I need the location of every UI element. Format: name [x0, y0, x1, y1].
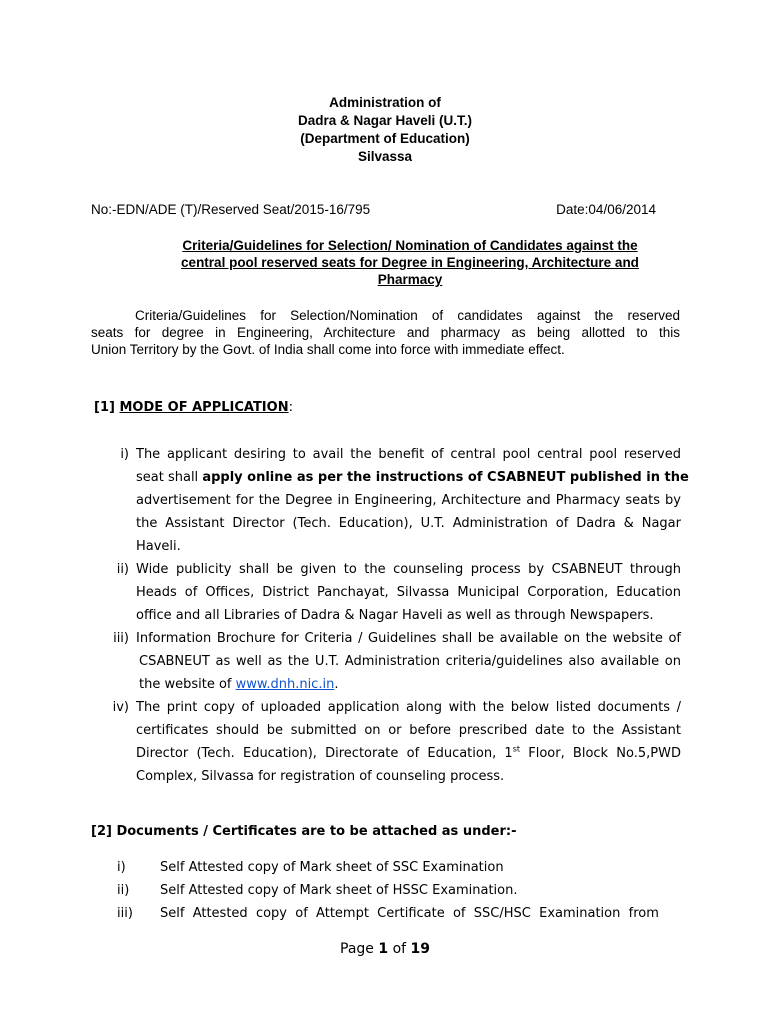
- item-line: Haveli.: [136, 539, 181, 554]
- ordinal-suffix: st: [512, 744, 521, 754]
- website-link[interactable]: www.dnh.nic.in: [235, 677, 335, 692]
- section-2-list: [91, 856, 681, 925]
- intro-line-1: Criteria/Guidelines for Selection/Nomination of candidates against the reserved: [135, 308, 680, 323]
- header-line-3: (Department of Education): [300, 131, 470, 146]
- item-numeral: iii): [117, 906, 133, 921]
- item-text: .: [334, 677, 339, 692]
- item-line: Information Brochure for Criteria / Guidelines shall be available on the website of: [136, 631, 681, 646]
- section-1-number: [1]: [94, 400, 115, 415]
- intro-line-2: seats for degree in Engineering, Architecture and pharmacy as being allotted to this: [91, 325, 680, 340]
- item-line: Complex, Silvassa for registration of counseling process.: [136, 769, 505, 784]
- item-numeral: iii): [113, 631, 129, 646]
- list-item: [91, 902, 681, 925]
- subject-line-3: Pharmacy: [377, 272, 443, 287]
- page-total: 19: [410, 941, 430, 957]
- item-text: Floor, Block No.5,PWD: [520, 746, 681, 761]
- item-numeral: i): [117, 860, 126, 875]
- item-text: Self Attested copy of Mark sheet of SSC Examination: [160, 860, 504, 875]
- section-1-title: MODE OF APPLICATION: [119, 400, 289, 415]
- item-line: CSABNEUT as well as the U.T. Administration criteria/guidelines also available on: [139, 654, 681, 669]
- item-numeral: iv): [112, 700, 129, 715]
- item-line: [136, 466, 689, 489]
- page-current: 1: [378, 941, 389, 957]
- list-item: [91, 879, 681, 902]
- page-word: Page: [340, 941, 374, 957]
- item-text: the website of: [139, 677, 236, 692]
- item-line: Wide publicity shall be given to the counseling process by CSABNEUT through: [136, 562, 681, 577]
- list-item: [91, 696, 681, 788]
- list-item: [91, 856, 681, 879]
- of-word: of: [392, 941, 407, 957]
- item-line: The print copy of uploaded application along with the below listed documents /: [136, 700, 681, 715]
- item-text: Self Attested copy of Attempt Certificate of SSC/HSC Examination from: [160, 906, 659, 921]
- item-line: office and all Libraries of Dadra & Nagar Haveli as well as through Newspapers.: [136, 608, 654, 623]
- item-line: [136, 673, 681, 696]
- item-text: Self Attested copy of Mark sheet of HSSC Examination.: [160, 883, 518, 898]
- page-footer: [0, 939, 770, 959]
- subject-line-2: central pool reserved seats for Degree in Engineering, Architecture and: [181, 255, 639, 270]
- item-numeral: i): [120, 447, 129, 462]
- intro-paragraph: [91, 307, 680, 358]
- item-numeral: ii): [117, 883, 130, 898]
- intro-line-3: Union Territory by the Govt. of India shall come into force with immediate effect.: [91, 342, 565, 357]
- subject-line-1: Criteria/Guidelines for Selection/ Nomination of Candidates against the: [182, 238, 638, 253]
- item-bold-text: apply online as per the instructions of CSABNEUT published in the: [202, 470, 689, 485]
- section-1-heading: [94, 396, 293, 419]
- reference-date: Date:04/06/2014: [556, 202, 656, 217]
- item-text: seat shall: [136, 470, 203, 485]
- item-numeral: ii): [116, 562, 129, 577]
- list-item: [91, 443, 689, 558]
- subject-heading: [145, 237, 675, 288]
- item-line: Heads of Offices, District Panchayat, Silvassa Municipal Corporation, Education: [136, 585, 681, 600]
- list-item: [91, 627, 681, 696]
- header-line-1: Administration of: [329, 95, 441, 110]
- item-line: The applicant desiring to avail the benefit of central pool central pool reserved: [136, 447, 681, 462]
- item-text: Director (Tech. Education), Directorate of Education, 1: [136, 746, 513, 761]
- list-item: [91, 558, 681, 627]
- reference-number: No:-EDN/ADE (T)/Reserved Seat/2015-16/795: [91, 202, 371, 217]
- header-line-4: Silvassa: [357, 149, 413, 164]
- item-line: certificates should be submitted on or before prescribed date to the Assistant: [136, 723, 681, 738]
- item-line: advertisement for the Degree in Engineering, Architecture and Pharmacy seats by: [136, 493, 681, 508]
- header-line-2: Dadra & Nagar Haveli (U.T.): [297, 113, 473, 128]
- section-1-colon: :: [288, 400, 293, 415]
- section-2-heading: [2] Documents / Certificates are to be attached as under:-: [91, 824, 517, 839]
- item-line: [136, 742, 681, 765]
- document-header: [0, 94, 770, 166]
- reference-row: [91, 201, 656, 219]
- section-1-list: [91, 443, 689, 788]
- item-line: the Assistant Director (Tech. Education), U.T. Administration of Dadra & Nagar: [136, 516, 681, 531]
